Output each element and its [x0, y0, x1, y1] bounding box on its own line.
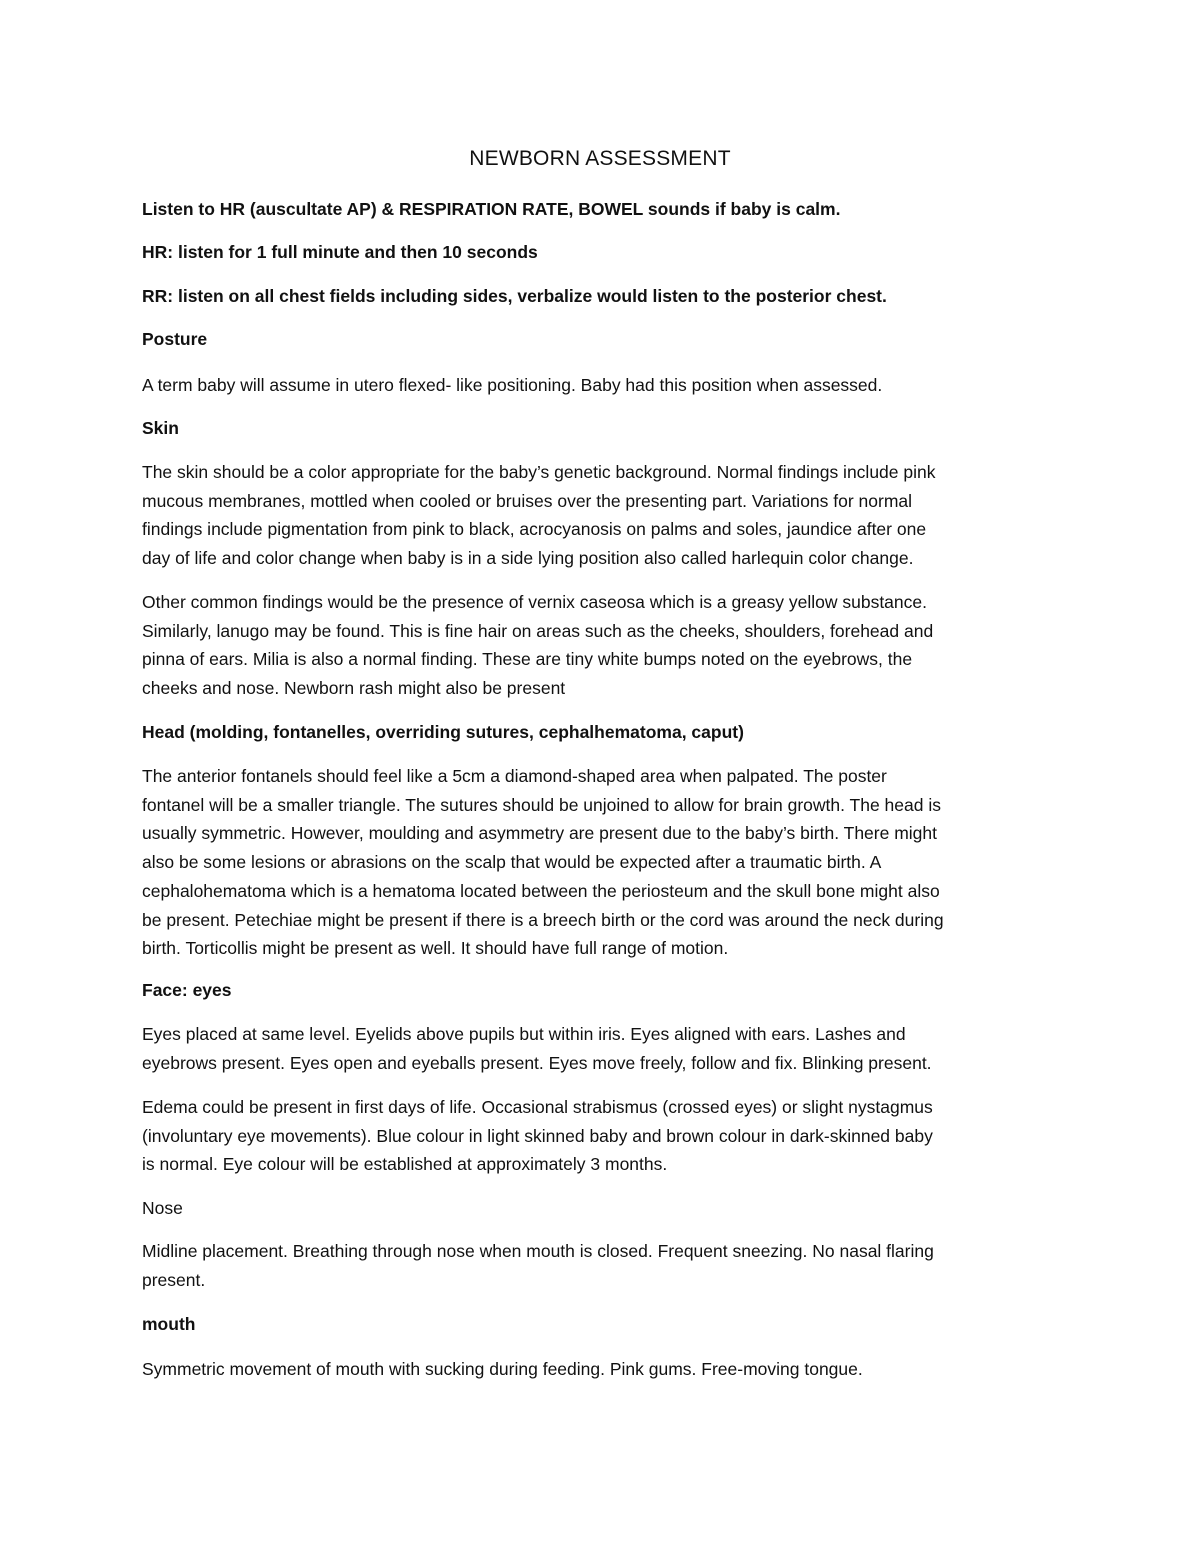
head-line: The anterior fontanels should feel like a 5cm a diamond-shaped area when palpated. The poster	[142, 766, 887, 786]
mouth-text: Symmetric movement of mouth with sucking during feeding. Pink gums. Free-moving tongue.	[142, 1359, 863, 1379]
skin-p1-line: day of life and color change when baby is in a side lying position also called harlequin color change.	[142, 548, 914, 569]
skin-p1-line: The skin should be a color appropriate for the baby’s genetic background. Normal findings include pink	[142, 462, 936, 482]
document-title: NEWBORN ASSESSMENT	[469, 147, 731, 170]
intro-line-listen: Listen to HR (auscultate AP) & RESPIRATION RATE, BOWEL sounds if baby is calm.	[142, 199, 841, 219]
section-heading-head: Head (molding, fontanelles, overriding sutures, cephalhematoma, caput)	[142, 722, 744, 742]
skin-p2-line: Other common findings would be the presence of vernix caseosa which is a greasy yellow substance.	[142, 592, 927, 612]
face-paragraph-2	[142, 1093, 1062, 1179]
skin-p2-line: cheeks and nose. Newborn rash might also be present	[142, 678, 566, 699]
head-line: usually symmetric. However, moulding and asymmetry are present due to the baby’s birth. There might	[142, 823, 937, 844]
nose-line: present.	[142, 1269, 206, 1290]
section-heading-face: Face: eyes	[142, 980, 232, 1000]
section-heading-nose: Nose	[142, 1198, 183, 1218]
head-line: birth. Torticollis might be present as well. It should have full range of motion.	[142, 938, 729, 959]
section-heading-mouth: mouth	[142, 1314, 196, 1334]
intro-line-hr: HR: listen for 1 full minute and then 10 seconds	[142, 242, 538, 262]
face-p2-line: (involuntary eye movements). Blue colour in light skinned baby and brown colour in dark-skinned baby	[142, 1125, 933, 1146]
section-heading-skin: Skin	[142, 418, 179, 438]
skin-p2-line: Similarly, lanugo may be found. This is fine hair on areas such as the cheeks, shoulders, forehead and	[142, 620, 934, 641]
head-paragraph	[142, 762, 1062, 963]
face-paragraph-1	[142, 1020, 1062, 1077]
skin-p1-line: findings include pigmentation from pink to black, acrocyanosis on palms and soles, jaundice after one	[142, 519, 927, 540]
head-line: cephalohematoma which is a hematoma located between the periosteum and the skull bone might also	[142, 880, 940, 901]
face-p1-line: eyebrows present. Eyes open and eyeballs present. Eyes move freely, follow and fix. Blinking present.	[142, 1052, 932, 1073]
skin-paragraph-2	[142, 588, 1062, 703]
skin-p1-line: mucous membranes, mottled when cooled or bruises over the presenting part. Variations for normal	[142, 490, 913, 511]
head-line: fontanel will be a smaller triangle. The sutures should be unjoined to allow for brain growth. The head is	[142, 794, 941, 815]
nose-line: Midline placement. Breathing through nose when mouth is closed. Frequent sneezing. No nasal flaring	[142, 1241, 934, 1261]
intro-line-rr: RR: listen on all chest fields including sides, verbalize would listen to the posterior chest.	[142, 286, 887, 306]
skin-p2-line: pinna of ears. Milia is also a normal finding. These are tiny white bumps noted on the eyebrows, the	[142, 649, 913, 670]
head-line: also be some lesions or abrasions on the scalp that would be expected after a traumatic birth. A	[142, 852, 882, 873]
head-line: be present. Petechiae might be present if there is a breech birth or the cord was around the neck during	[142, 909, 944, 930]
section-heading-posture: Posture	[142, 329, 208, 349]
skin-paragraph-1	[142, 458, 1062, 573]
nose-paragraph	[142, 1237, 1062, 1294]
face-p2-line: Edema could be present in first days of life. Occasional strabismus (crossed eyes) or slight nystagmus	[142, 1097, 933, 1117]
face-p2-line: is normal. Eye colour will be established at approximately 3 months.	[142, 1154, 668, 1175]
posture-text: A term baby will assume in utero flexed- like positioning. Baby had this position when assessed.	[142, 375, 883, 395]
face-p1-line: Eyes placed at same level. Eyelids above pupils but within iris. Eyes aligned with ears. Lashes and	[142, 1024, 906, 1044]
